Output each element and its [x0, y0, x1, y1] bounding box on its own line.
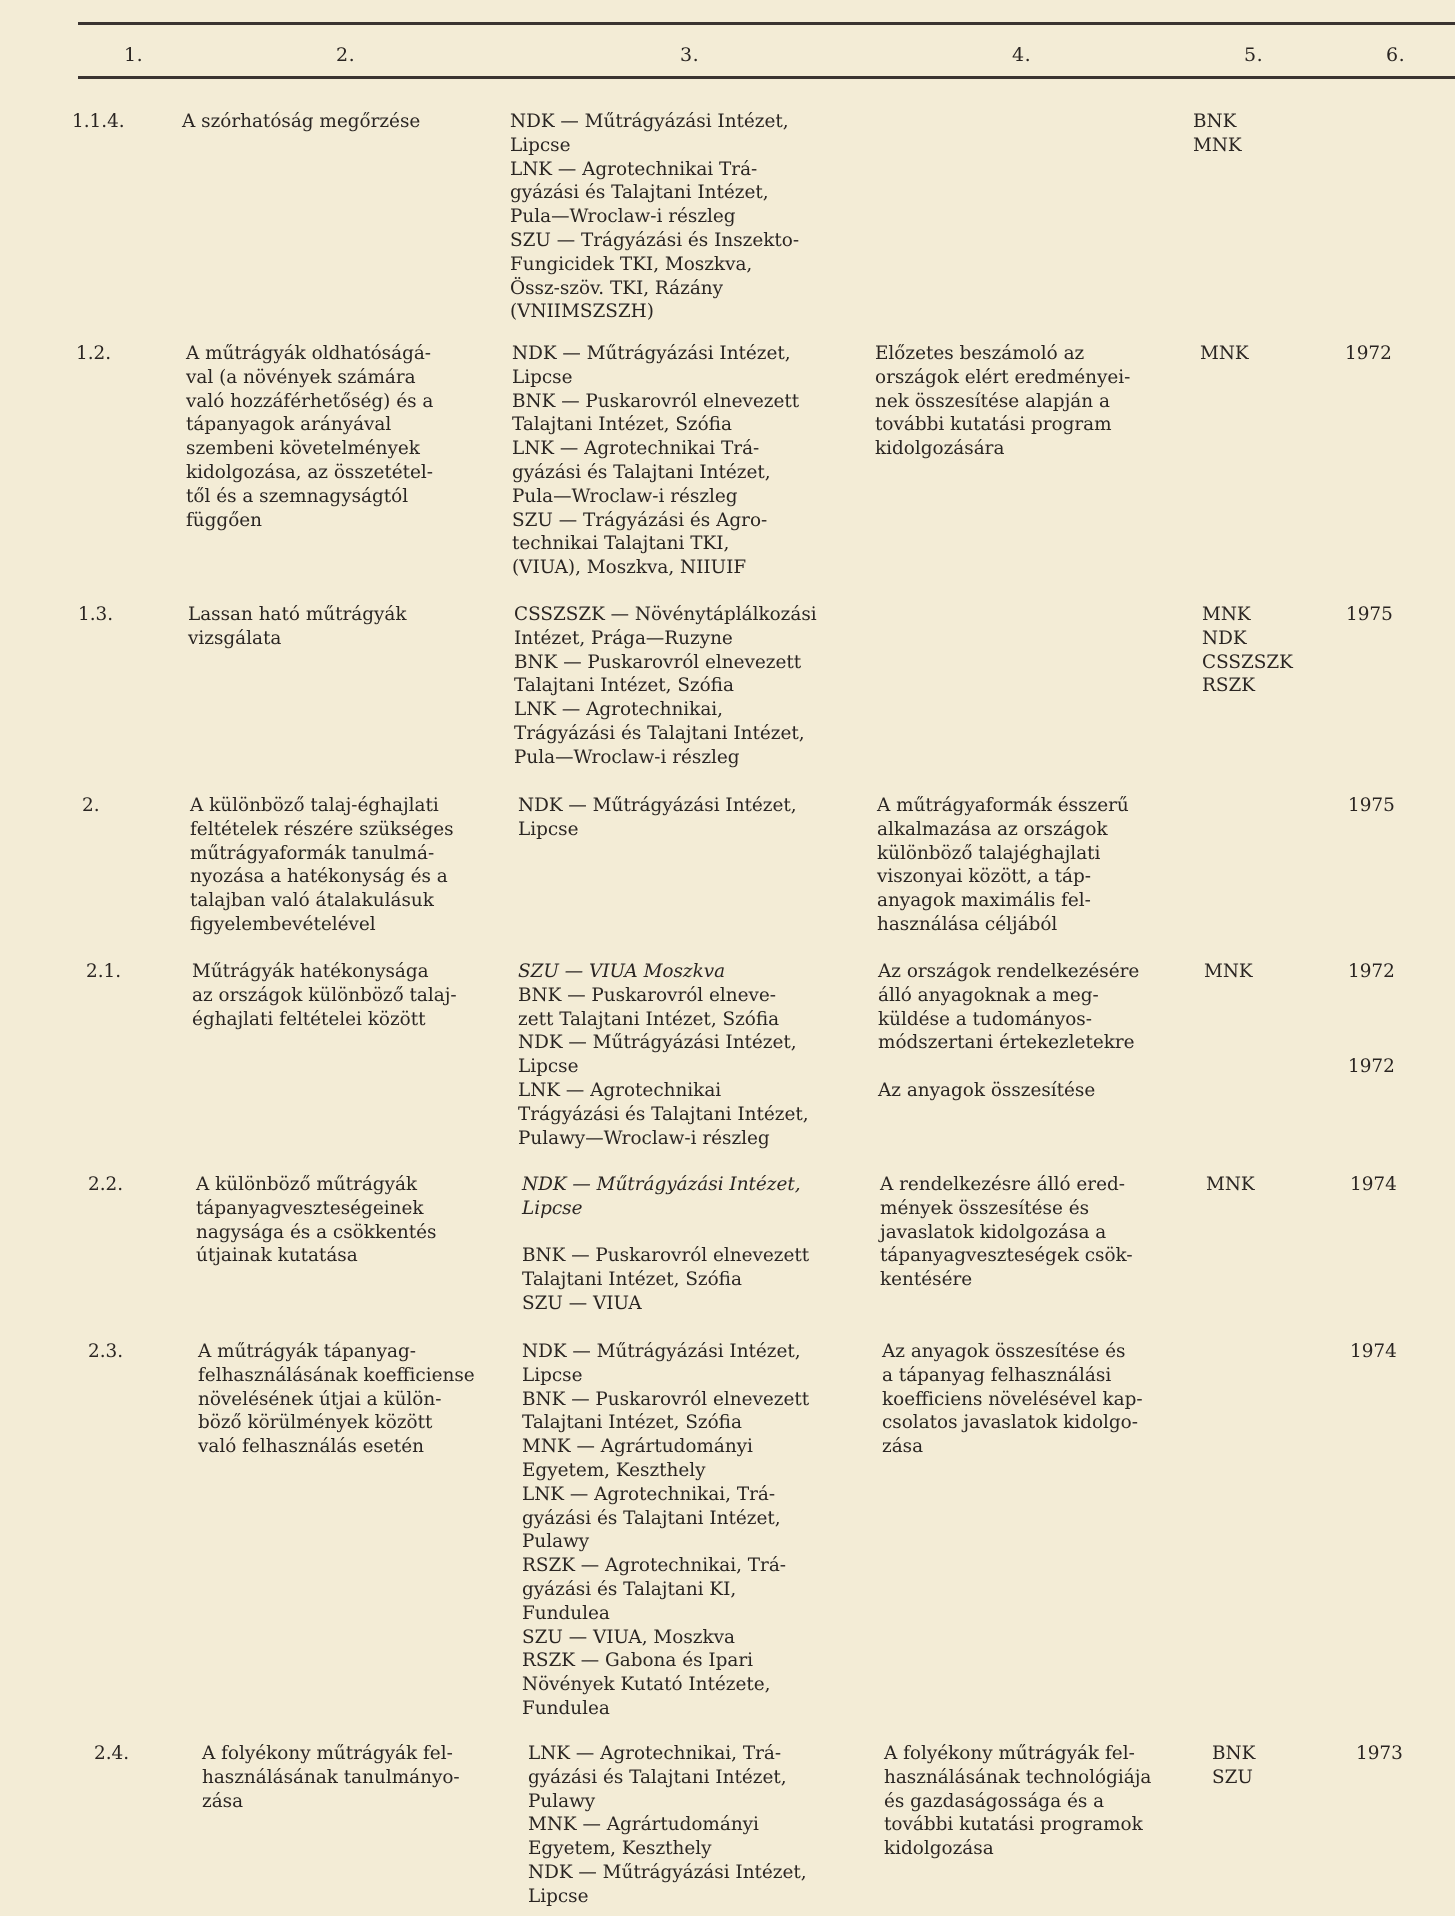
row-number: 1.1.4. [72, 111, 125, 132]
result-cell: A műtrágyaformák ésszerű alkalmazása az országok különböző talajéghajlati viszonyai között, a táp- anyagok maximális fel- használása céljából [877, 795, 1129, 935]
year-cell: 1972 [1345, 343, 1392, 364]
topic-cell: A műtrágyák oldhatóságá- val (a növények számára való hozzáférhetőség) és a tápanyagok arányával szembeni követelmények kidolgozása, az összetétel- től és a szemnagyságtól függően [186, 343, 434, 531]
topic-cell: A folyékony műtrágyák fel- használásának tanulmányo- zása [202, 1743, 460, 1812]
result-cell: Az országok rendelkezésére álló anyagoknak a meg- küldése a tudományos- módszertani értekezletekre Az anyagok összesítése [878, 961, 1140, 1101]
year-cell: 1975 [1348, 795, 1395, 816]
year-cell: 1974 [1350, 1341, 1397, 1362]
row-number: 2. [82, 795, 100, 816]
header-col-2: 2. [336, 44, 356, 66]
institutes-cell: NDK — Műtrágyázási Intézet, Lipcse BNK — Puskarovról elnevezett Talajtani Intézet, Szófia MNK — Agrártudományi Egyetem, Keszthely LNK — Agrotechnikai, Trá- gyázási és Talajtani Intézet, Pulawy RSZK — Agrotechnikai, Trá- gyázási és Talajtani KI, Fundulea SZU — VIUA, Moszkva RSZK — Gabona és Ipari Növények Kutató Intézete, Fundulea [522, 1341, 810, 1719]
row-number: 2.1. [86, 961, 122, 982]
institutes-cell: CSSZSZK — Növénytáplálkozási Intézet, Prága—Ruzyne BNK — Puskarovról elnevezett Talajtani Intézet, Szófia LNK — Agrotechnikai, Trágyázási és Talajtani Intézet, Pula—Wroclaw-i részleg [514, 604, 817, 768]
row-number: 1.2. [76, 343, 112, 364]
year-cell: 1974 [1350, 1174, 1397, 1195]
header-col-5: 5. [1244, 44, 1264, 66]
institutes-cell: NDK — Műtrágyázási Intézet, Lipcse [518, 795, 797, 840]
institutes-cell: LNK — Agrotechnikai, Trá- gyázási és Talajtani Intézet, Pulawy MNK — Agrártudományi Egyetem, Keszthely NDK — Műtrágyázási Intézet, Lipcse [528, 1743, 807, 1907]
topic-cell: Műtrágyák hatékonysága az országok különböző talaj- éghajlati feltételei között [192, 961, 457, 1030]
result-cell: A rendelkezésre álló ered- mények összesítése és javaslatok kidolgozása a tápanyagveszteségek csök- kentésére [880, 1174, 1133, 1291]
header-col-6: 6. [1386, 44, 1406, 66]
topic-cell: A különböző talaj-éghajlati feltételek részére szükséges műtrágyaformák tanulmá- nyozása a hatékonyság és a talajban való átalakulásuk figyelembevételével [190, 795, 454, 935]
column-header [0, 44, 1455, 70]
year-cell: 1973 [1356, 1743, 1403, 1764]
row-number: 2.2. [88, 1174, 124, 1195]
result-cell: Előzetes beszámoló az országok elért eredményei- nek összesítése alapján a további kutatási program kidolgozására [875, 343, 1131, 460]
header-rule [78, 76, 1455, 79]
countries-cell: MNK [1200, 343, 1249, 364]
institutes-cell: NDK — Műtrágyázási Intézet, Lipcse BNK — Puskarovról elnevezett Talajtani Intézet, Szófia LNK — Agrotechnikai Trá- gyázási és Talajtani Intézet, Pula—Wroclaw-i részleg SZU — Trágyázási és Agro- technikai Talajtani TKI, (VIUA), Moszkva, NIIUIF [512, 343, 800, 579]
row-number: 1.3. [78, 604, 114, 625]
countries-cell: BNK MNK [1193, 111, 1242, 156]
institutes-cell: SZU — VIUA Moszkva BNK — Puskarovról elneve- zett Talajtani Intézet, Szófia NDK — Műtrágyázási Intézet, Lipcse LNK — Agrotechnikai Trágyázási és Talajtani Intézet, Pulawy—Wroclaw-i részleg [518, 961, 809, 1149]
header-col-4: 4. [1012, 44, 1032, 66]
row-number: 2.3. [88, 1341, 124, 1362]
topic-cell: A műtrágyák tápanyag- felhasználásának koefficiense növelésének útjai a külön- böző körülmények között való felhasználás esetén [198, 1341, 475, 1458]
countries-cell: MNK [1204, 961, 1253, 982]
countries-cell: BNK SZU [1212, 1743, 1256, 1788]
result-cell: A folyékony műtrágyák fel- használásának technológiája és gazdaságossága és a további kutatási programok kidolgozása [884, 1743, 1152, 1860]
header-col-1: 1. [124, 44, 144, 66]
topic-cell: A szórhatóság megőrzése [182, 111, 421, 132]
result-cell: Az anyagok összesítése és a tápanyag felhasználási koefficiens növelésével kap- csolatos javaslatok kidolgo- zása [882, 1341, 1143, 1458]
year-cell: 1972 1972 [1348, 961, 1395, 1078]
header-col-3: 3. [680, 44, 700, 66]
institutes-cell: NDK — Műtrágyázási Intézet, Lipcse LNK — Agrotechnikai Trá- gyázási és Talajtani Intézet, Pula—Wroclaw-i részleg SZU — Trágyázási és Inszekto- Fungicidek TKI, Moszkva, Össz-szöv. TKI, Rázány (VNIIMSZSZH) [510, 111, 800, 323]
topic-cell: Lassan ható műtrágyák vizsgálata [188, 604, 407, 649]
year-cell: 1975 [1346, 604, 1393, 625]
row-number: 2.4. [94, 1743, 130, 1764]
countries-cell: MNK [1206, 1174, 1255, 1195]
top-rule [78, 22, 1455, 25]
topic-cell: A különböző műtrágyák tápanyagveszteségeinek nagysága és a csökkentés útjainak kutatása [196, 1174, 437, 1267]
institutes-cell: NDK — Műtrágyázási Intézet, Lipcse BNK — Puskarovról elnevezett Talajtani Intézet, Szófia SZU — VIUA [522, 1174, 810, 1314]
countries-cell: MNK NDK CSSZSZK RSZK [1202, 604, 1293, 697]
